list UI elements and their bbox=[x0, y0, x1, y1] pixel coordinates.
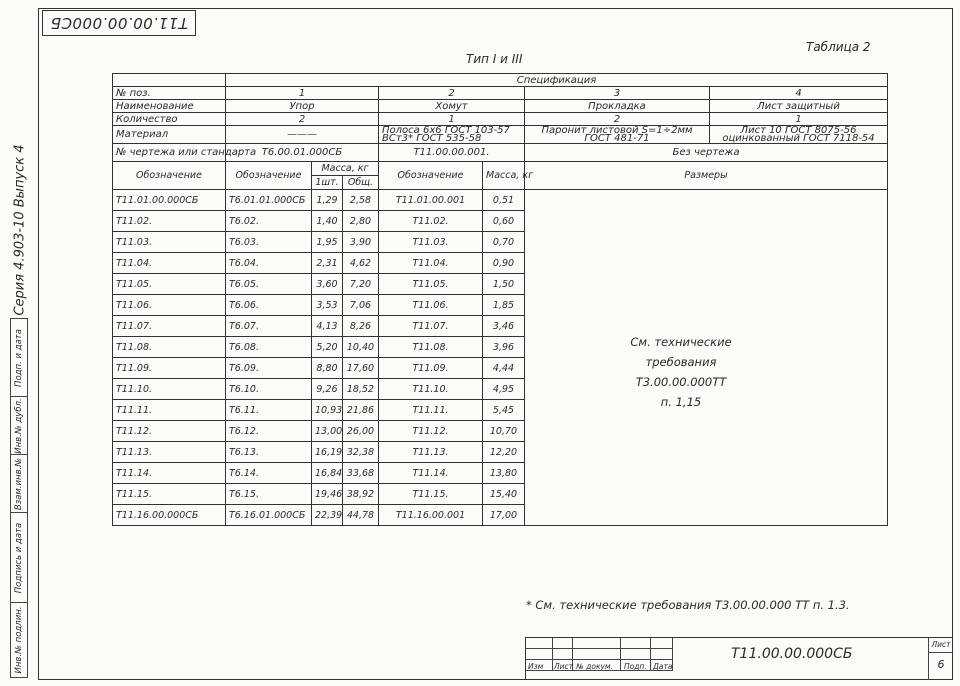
table-cell: 18,52 bbox=[343, 379, 379, 400]
table-cell: Т6.15. bbox=[226, 484, 312, 505]
table-cell: Т11.03. bbox=[113, 232, 226, 253]
table-cell: Т6.04. bbox=[226, 253, 312, 274]
table-cell: 0,90 bbox=[483, 253, 525, 274]
table-cell: Т6.05. bbox=[226, 274, 312, 295]
table-cell: Т11.08. bbox=[113, 337, 226, 358]
column-header-row-2: 1шт. Общ. bbox=[113, 176, 888, 190]
table-cell: 3,96 bbox=[483, 337, 525, 358]
qty-label: Количество bbox=[113, 113, 226, 126]
table-cell: 2,80 bbox=[343, 211, 379, 232]
table-cell: 5,20 bbox=[312, 337, 343, 358]
table-cell: Т11.15. bbox=[379, 484, 483, 505]
table-cell: Т11.14. bbox=[379, 463, 483, 484]
table-cell: Т11.03. bbox=[379, 232, 483, 253]
table-cell: Т11.13. bbox=[113, 442, 226, 463]
drawing-label: № чертежа или стандарта bbox=[113, 144, 226, 162]
table-cell: 7,06 bbox=[343, 295, 379, 316]
footnote: * См. технические требования Т3.00.00.000 ТТ п. 1.3. bbox=[526, 598, 850, 612]
side-stamp-table bbox=[10, 318, 28, 678]
table-cell: Т6.03. bbox=[226, 232, 312, 253]
table-cell: 7,20 bbox=[343, 274, 379, 295]
table-cell: 2,58 bbox=[343, 190, 379, 211]
qty-row: Количество 2 1 2 1 bbox=[113, 113, 888, 126]
table-cell: Т6.06. bbox=[226, 295, 312, 316]
table-cell: Т6.13. bbox=[226, 442, 312, 463]
table-cell: 21,86 bbox=[343, 400, 379, 421]
table-cell: Т11.02. bbox=[379, 211, 483, 232]
table-cell: 0,51 bbox=[483, 190, 525, 211]
table-cell: Т6.07. bbox=[226, 316, 312, 337]
spec-title-row bbox=[113, 74, 888, 87]
table-cell: 10,40 bbox=[343, 337, 379, 358]
table-cell: 0,70 bbox=[483, 232, 525, 253]
corner-code-stamp bbox=[42, 10, 196, 36]
sheet-number: 6 bbox=[937, 658, 945, 671]
table-cell: Т11.15. bbox=[113, 484, 226, 505]
table-cell: Т11.10. bbox=[113, 379, 226, 400]
table-cell: 3,53 bbox=[312, 295, 343, 316]
table-cell: 8,26 bbox=[343, 316, 379, 337]
title-block-code: Т11.00.00.000СБ bbox=[731, 646, 853, 662]
drawing-row: № чертежа или стандарта Т6.00.01.000СБ Т11.00.00.001. Без чертежа bbox=[113, 144, 888, 162]
table-cell: 1,95 bbox=[312, 232, 343, 253]
table-cell: 9,26 bbox=[312, 379, 343, 400]
table-cell: 12,20 bbox=[483, 442, 525, 463]
table-cell: Т11.12. bbox=[379, 421, 483, 442]
table-row bbox=[113, 190, 888, 211]
table-cell: 3,90 bbox=[343, 232, 379, 253]
table-cell: Т11.16.00.001 bbox=[379, 505, 483, 526]
table-cell: 32,38 bbox=[343, 442, 379, 463]
pos-label: № поз. bbox=[113, 87, 226, 100]
table-cell: 44,78 bbox=[343, 505, 379, 526]
table-cell: Т11.11. bbox=[113, 400, 226, 421]
table-cell: Т6.16.01.000СБ bbox=[226, 505, 312, 526]
table-cell: 8,80 bbox=[312, 358, 343, 379]
table-cell: Т11.10. bbox=[379, 379, 483, 400]
table-cell: 38,92 bbox=[343, 484, 379, 505]
table-cell: Т11.06. bbox=[379, 295, 483, 316]
table-cell: 3,46 bbox=[483, 316, 525, 337]
table-cell: 4,62 bbox=[343, 253, 379, 274]
side-cell-1: Инв.№ дубл. bbox=[11, 397, 27, 455]
spec-title: Спецификация bbox=[226, 74, 888, 87]
side-cell-3: Подпись и дата bbox=[11, 513, 27, 603]
table-cell: Т11.04. bbox=[379, 253, 483, 274]
table-cell: 1,85 bbox=[483, 295, 525, 316]
table-cell: Т11.09. bbox=[379, 358, 483, 379]
table-cell: 0,60 bbox=[483, 211, 525, 232]
column-header-row-1: Обозначение Обозначение Масса, кг Обозначение Масса, кг Размеры bbox=[113, 162, 888, 176]
table-cell: Т6.02. bbox=[226, 211, 312, 232]
pos-row: № поз. 1 2 3 4 bbox=[113, 87, 888, 100]
table-cell: 1,50 bbox=[483, 274, 525, 295]
table-cell: 22,39 bbox=[312, 505, 343, 526]
table-cell: 17,60 bbox=[343, 358, 379, 379]
title-block: Изм Лист № докум. Подп. Дата Т11.00.00.000СБ Лист 6 bbox=[525, 637, 953, 680]
table-cell: Т6.11. bbox=[226, 400, 312, 421]
table-cell: Т11.01.00.000СБ bbox=[113, 190, 226, 211]
table-cell: Т11.14. bbox=[113, 463, 226, 484]
table-cell: 5,45 bbox=[483, 400, 525, 421]
corner-code: Т11.00.00.000СБ bbox=[50, 14, 188, 32]
side-cell-0: Подп. и дата bbox=[11, 319, 27, 397]
table-cell: 13,00 bbox=[312, 421, 343, 442]
table-cell: Т11.09. bbox=[113, 358, 226, 379]
material-row: Материал ——— Полоса 6x6 ГОСТ 103-57 ВСт3* ГОСТ 535-58 Паронит листовой S=1÷2мм ГОСТ 481-71 Лист 10 ГОСТ 8075-56 оцинкованный ГОСТ 7118-54 bbox=[113, 126, 888, 144]
table-cell: Т6.09. bbox=[226, 358, 312, 379]
table-cell: 4,44 bbox=[483, 358, 525, 379]
name-label: Наименование bbox=[113, 100, 226, 113]
side-cell-4: Инв.№ подлин. bbox=[14, 606, 24, 674]
sheet-box: Лист 6 bbox=[928, 638, 953, 680]
type-label: Тип I и III bbox=[466, 52, 523, 66]
table-cell: Т11.05. bbox=[379, 274, 483, 295]
material-label: Материал bbox=[113, 126, 226, 144]
series-label: Серия 4.903-10 Выпуск 4 bbox=[12, 144, 28, 316]
table-cell: Т11.04. bbox=[113, 253, 226, 274]
table-cell: Т11.11. bbox=[379, 400, 483, 421]
table-cell: 13,80 bbox=[483, 463, 525, 484]
table-cell: 2,31 bbox=[312, 253, 343, 274]
table-cell: Т11.13. bbox=[379, 442, 483, 463]
table-cell: 17,00 bbox=[483, 505, 525, 526]
table-cell: Т11.07. bbox=[379, 316, 483, 337]
table-number: Таблица 2 bbox=[806, 40, 871, 54]
table-cell: 15,40 bbox=[483, 484, 525, 505]
table-cell: Т11.05. bbox=[113, 274, 226, 295]
table-cell: Т6.10. bbox=[226, 379, 312, 400]
table-cell: 26,00 bbox=[343, 421, 379, 442]
name-row: Наименование Упор Хомут Прокладка Лист защитный bbox=[113, 100, 888, 113]
table-cell: 16,84 bbox=[312, 463, 343, 484]
table-cell: Т6.01.01.000СБ bbox=[226, 190, 312, 211]
table-cell: 4,95 bbox=[483, 379, 525, 400]
table-cell: Т11.01.00.001 bbox=[379, 190, 483, 211]
table-cell: 4,13 bbox=[312, 316, 343, 337]
table-cell: Т11.02. bbox=[113, 211, 226, 232]
table-cell: 3,60 bbox=[312, 274, 343, 295]
table-cell: 10,70 bbox=[483, 421, 525, 442]
table-cell: 1,29 bbox=[312, 190, 343, 211]
sizes-note: См. технические требования Т3.00.00.000ТТ п. 1,15 bbox=[630, 335, 732, 409]
table-cell: Т11.06. bbox=[113, 295, 226, 316]
side-cell-2: Взам.инв.№ bbox=[11, 455, 27, 513]
table-cell: Т11.16.00.000СБ bbox=[113, 505, 226, 526]
table-cell: 16,19 bbox=[312, 442, 343, 463]
specification-table bbox=[112, 73, 888, 526]
sizes-label: Размеры bbox=[525, 162, 888, 190]
title-block-grid bbox=[526, 638, 703, 680]
table-cell: Т6.08. bbox=[226, 337, 312, 358]
table-cell: Т11.08. bbox=[379, 337, 483, 358]
table-cell: 1,40 bbox=[312, 211, 343, 232]
table-cell: Т6.12. bbox=[226, 421, 312, 442]
table-cell: Т11.07. bbox=[113, 316, 226, 337]
table-cell: 10,93 bbox=[312, 400, 343, 421]
series-label-box bbox=[8, 144, 32, 316]
table-cell: 19,46 bbox=[312, 484, 343, 505]
table-cell: Т6.14. bbox=[226, 463, 312, 484]
table-cell: Т11.12. bbox=[113, 421, 226, 442]
table-cell: 33,68 bbox=[343, 463, 379, 484]
